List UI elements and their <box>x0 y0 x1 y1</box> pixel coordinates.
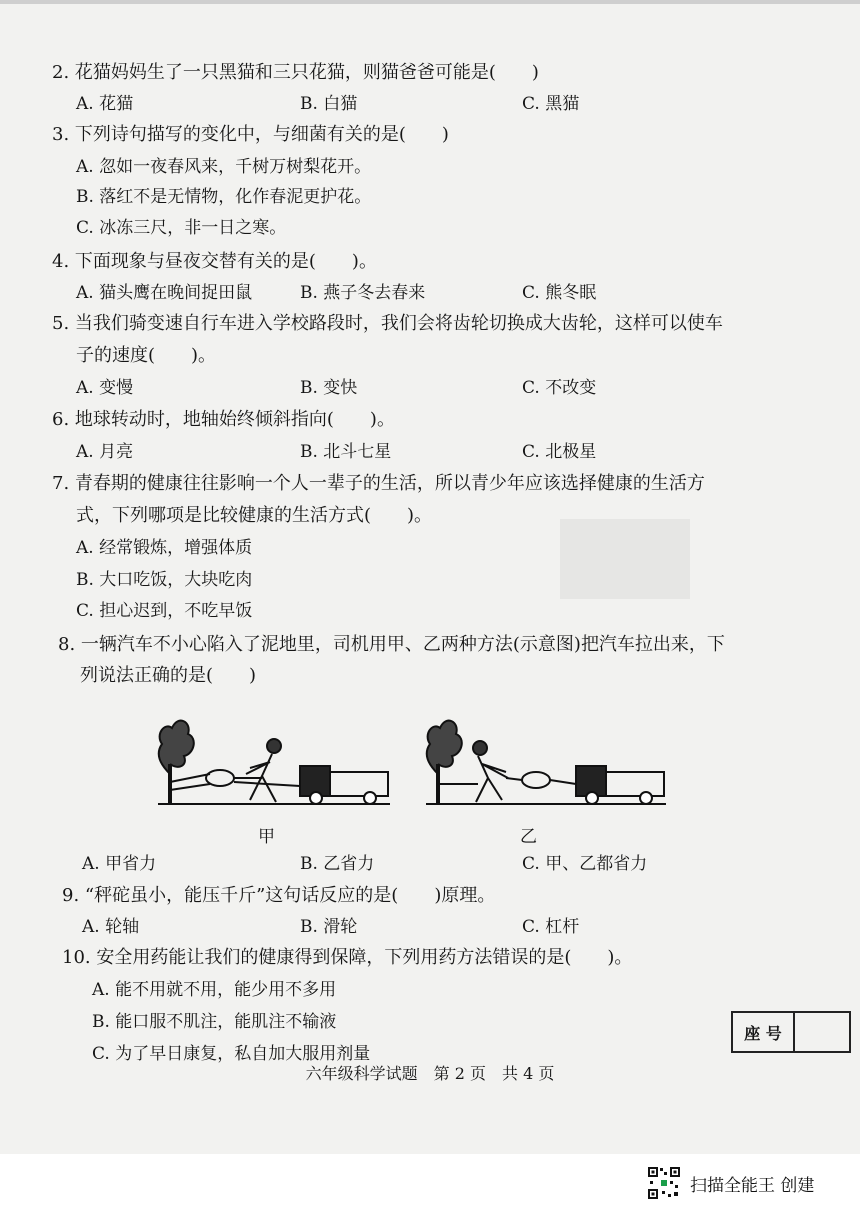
figure-label-jia: 甲 <box>258 827 275 847</box>
question-6-option-b: B. 北斗七星 <box>300 442 392 462</box>
question-8-stem-line2: 列说法正确的是( ) <box>80 665 257 686</box>
seat-number-box <box>731 1011 851 1053</box>
question-3-option-a: A. 忽如一夜春风来，千树万树梨花开。 <box>76 157 372 177</box>
question-7-option-b: B. 大口吃饭，大块吃肉 <box>76 570 253 590</box>
scanner-brand-text: 扫描全能王 创建 <box>690 1175 815 1196</box>
question-6-stem: 6. 地球转动时，地轴始终倾斜指向( )。 <box>52 409 395 430</box>
question-9-option-a: A. 轮轴 <box>82 917 140 937</box>
question-3-stem: 3. 下列诗句描写的变化中，与细菌有关的是( ) <box>52 124 449 145</box>
question-6-option-c: C. 北极星 <box>522 442 597 462</box>
question-8-option-a: A. 甲省力 <box>82 854 157 874</box>
question-2-option-c: C. 黑猫 <box>522 94 580 114</box>
scanner-watermark <box>646 1165 814 1201</box>
question-5-option-b: B. 变快 <box>300 378 358 398</box>
question-9-option-b: B. 滑轮 <box>300 917 358 937</box>
question-3-option-c: C. 冰冻三尺，非一日之寒。 <box>76 218 287 238</box>
question-3-option-b: B. 落红不是无情物，化作春泥更护花。 <box>76 187 372 207</box>
question-4-stem: 4. 下面现象与昼夜交替有关的是( )。 <box>52 251 377 272</box>
question-10-stem: 10. 安全用药能让我们的健康得到保障，下列用药方法错误的是( )。 <box>62 947 633 968</box>
question-7-stem-line1: 7. 青春期的健康往往影响一个人一辈子的生活，所以青少年应该选择健康的生活方 <box>52 473 705 494</box>
question-10-option-a: A. 能不用就不用，能少用不多用 <box>92 980 337 1000</box>
question-4-option-b: B. 燕子冬去春来 <box>300 283 426 303</box>
question-7-option-a: A. 经常锻炼，增强体质 <box>76 538 253 558</box>
figure-label-yi: 乙 <box>520 827 537 847</box>
question-7-option-c: C. 担心迟到，不吃早饭 <box>76 601 253 621</box>
scene-yi <box>426 721 666 804</box>
question-9-stem: 9. “秤砣虽小，能压千斤”这句话反应的是( )原理。 <box>62 885 496 906</box>
question-8-stem-line1: 8. 一辆汽车不小心陷入了泥地里，司机用甲、乙两种方法(示意图)把汽车拉出来，下 <box>58 634 725 655</box>
question-6-option-a: A. 月亮 <box>76 442 134 462</box>
seat-number-label: 座 号 <box>733 1013 795 1051</box>
question-5-option-a: A. 变慢 <box>76 378 134 398</box>
bleed-through-image <box>560 519 690 599</box>
question-2-option-b: B. 白猫 <box>300 94 358 114</box>
question-5-stem-line2: 子的速度( )。 <box>76 345 217 366</box>
question-8-option-c: C. 甲、乙都省力 <box>522 854 648 874</box>
seat-number-field[interactable] <box>795 1013 849 1051</box>
question-5-option-c: C. 不改变 <box>522 378 597 398</box>
question-5-stem-line1: 5. 当我们骑变速自行车进入学校路段时，我们会将齿轮切换成大齿轮，这样可以使车 <box>52 313 723 334</box>
question-7-stem-line2: 式，下列哪项是比较健康的生活方式( )。 <box>76 505 433 526</box>
qr-code-icon <box>646 1165 682 1201</box>
page-footer: 六年级科学试题 第 2 页 共 4 页 <box>305 1064 555 1083</box>
scene-jia <box>158 721 390 804</box>
question-10-option-b: B. 能口服不肌注，能肌注不输液 <box>92 1012 337 1032</box>
question-8-option-b: B. 乙省力 <box>300 854 375 874</box>
question-4-option-a: A. 猫头鹰在晚间捉田鼠 <box>76 283 253 303</box>
question-4-option-c: C. 熊冬眠 <box>522 283 597 303</box>
question-10-option-c: C. 为了早日康复，私自加大服用剂量 <box>92 1044 371 1064</box>
question-9-option-c: C. 杠杆 <box>522 917 580 937</box>
question-2-stem: 2. 花猫妈妈生了一只黑猫和三只花猫，则猫爸爸可能是( ) <box>52 62 539 83</box>
pulling-car-diagram <box>150 704 710 854</box>
question-2-option-a: A. 花猫 <box>76 94 134 114</box>
diagram-svg <box>150 704 710 854</box>
